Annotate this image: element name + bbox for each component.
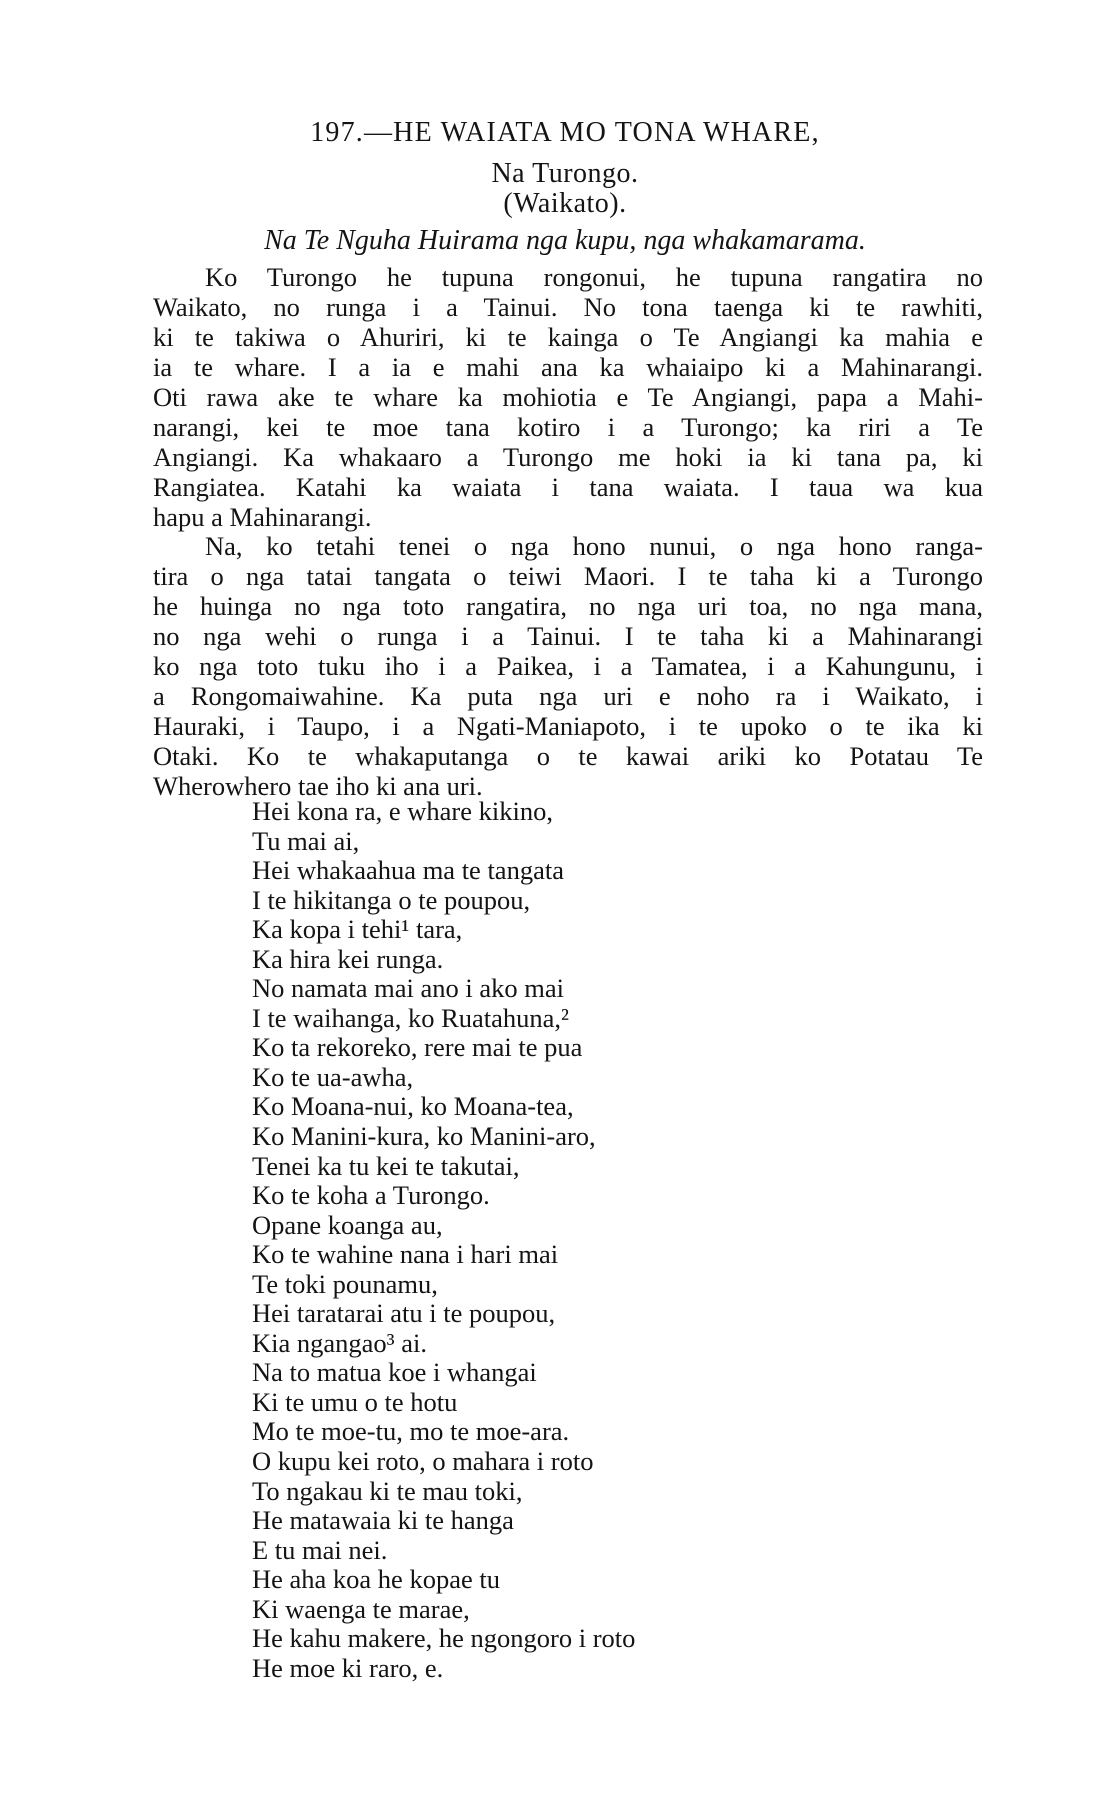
prose-line: narangi, kei te moe tana kotiro i a Turongo; ka riri a Te xyxy=(153,412,983,442)
song-title: 197.—HE WAIATA MO TONA WHARE, xyxy=(310,117,820,148)
prose-line: Rangiatea. Katahi ka waiata i tana waiata. I taua wa kua xyxy=(153,472,983,502)
verse-line: Ko te wahine nana i hari mai xyxy=(252,1239,559,1270)
verse-line: Ka kopa i tehi¹ tara, xyxy=(252,914,463,945)
prose-line: tira o nga tatai tangata o teiwi Maori. I te taha ki a Turongo xyxy=(153,561,983,591)
verse-line: Ko te koha a Turongo. xyxy=(252,1180,490,1211)
verse-line: Hei taratarai atu i te poupou, xyxy=(252,1298,556,1329)
prose-line: ko nga toto tuku iho i a Paikea, i a Tamatea, i a Kahungunu, i xyxy=(153,651,983,681)
verse-line: Na to matua koe i whangai xyxy=(252,1357,537,1388)
prose-line: ki te takiwa o Ahuriri, ki te kainga o Te Angiangi ka mahia e xyxy=(153,322,983,352)
verse-line: Ko Moana-nui, ko Moana-tea, xyxy=(252,1091,574,1122)
prose-line: Angiangi. Ka whakaaro a Turongo me hoki ia ki tana pa, ki xyxy=(153,442,983,472)
verse-line: Ko te ua-awha, xyxy=(252,1061,414,1092)
verse-line: E tu mai nei. xyxy=(252,1534,388,1565)
verse-line: Ko ta rekoreko, rere mai te pua xyxy=(252,1032,583,1063)
verse-line: Hei whakaahua ma te tangata xyxy=(252,855,564,886)
verse-line: Mo te moe-tu, mo te moe-ara. xyxy=(252,1416,570,1447)
verse-line: He aha koa he kopae tu xyxy=(252,1564,500,1595)
verse-line: No namata mai ano i ako mai xyxy=(252,973,565,1004)
prose-line: no nga wehi o runga i a Tainui. I te taha ki a Mahinarangi xyxy=(153,621,983,651)
verse-line: He moe ki raro, e. xyxy=(252,1652,444,1683)
prose-line: Oti rawa ake te whare ka mohiotia e Te Angiangi, papa a Mahi- xyxy=(153,382,983,412)
paragraph-intro xyxy=(153,262,983,532)
prose-line: Na, ko tetahi tenei o nga hono nunui, o nga hono ranga- xyxy=(205,531,983,561)
prose-line: hapu a Mahinarangi. xyxy=(153,502,372,532)
verse-line: Te toki pounamu, xyxy=(252,1268,438,1299)
prose-line: ia te whare. I a ia e mahi ana ka whaiaipo ki a Mahinarangi. xyxy=(153,352,983,382)
verse-line: Tu mai ai, xyxy=(252,825,360,856)
attribution-line: Na Te Nguha Huirama nga kupu, nga whakamarama. xyxy=(264,225,866,256)
verse-line: He kahu makere, he ngongoro i roto xyxy=(252,1623,636,1654)
verse-line: To ngakau ki te mau toki, xyxy=(252,1475,523,1506)
verse-line: He matawaia ki te hanga xyxy=(252,1505,514,1536)
verse-line: Ki waenga te marae, xyxy=(252,1593,470,1624)
verse-line: Kia ngangao³ ai. xyxy=(252,1327,427,1358)
verse-line: Opane koanga au, xyxy=(252,1209,443,1240)
paragraph-genealogy xyxy=(153,531,983,801)
prose-line: Hauraki, i Taupo, i a Ngati-Maniapoto, i te upoko o te ika ki xyxy=(153,711,983,741)
prose-line: Waikato, no runga i a Tainui. No tona taenga ki te rawhiti, xyxy=(153,292,983,322)
verse-line: O kupu kei roto, o mahara i roto xyxy=(252,1446,594,1477)
song-tribe: (Waikato). xyxy=(503,188,627,219)
prose-line: Otaki. Ko te whakaputanga o te kawai ariki ko Potatau Te xyxy=(153,741,983,771)
song-author: Na Turongo. xyxy=(491,158,639,189)
song-verse xyxy=(252,797,635,1683)
verse-line: I te hikitanga o te poupou, xyxy=(252,884,531,915)
prose-line: he huinga no nga toto rangatira, no nga uri toa, no nga mana, xyxy=(153,591,983,621)
verse-line: Ki te umu o te hotu xyxy=(252,1386,458,1417)
verse-line: Tenei ka tu kei te takutai, xyxy=(252,1150,520,1181)
prose-line: Ko Turongo he tupuna rongonui, he tupuna rangatira no xyxy=(205,262,983,292)
verse-line: Hei kona ra, e whare kikino, xyxy=(252,796,553,826)
prose-line: Wherowhero tae iho ki ana uri. xyxy=(153,771,483,801)
verse-line: Ka hira kei runga. xyxy=(252,943,444,974)
prose-line: a Rongomaiwahine. Ka puta nga uri e noho ra i Waikato, i xyxy=(153,681,983,711)
verse-line: Ko Manini-kura, ko Manini-aro, xyxy=(252,1121,596,1152)
verse-line: I te waihanga, ko Ruatahuna,² xyxy=(252,1002,570,1033)
